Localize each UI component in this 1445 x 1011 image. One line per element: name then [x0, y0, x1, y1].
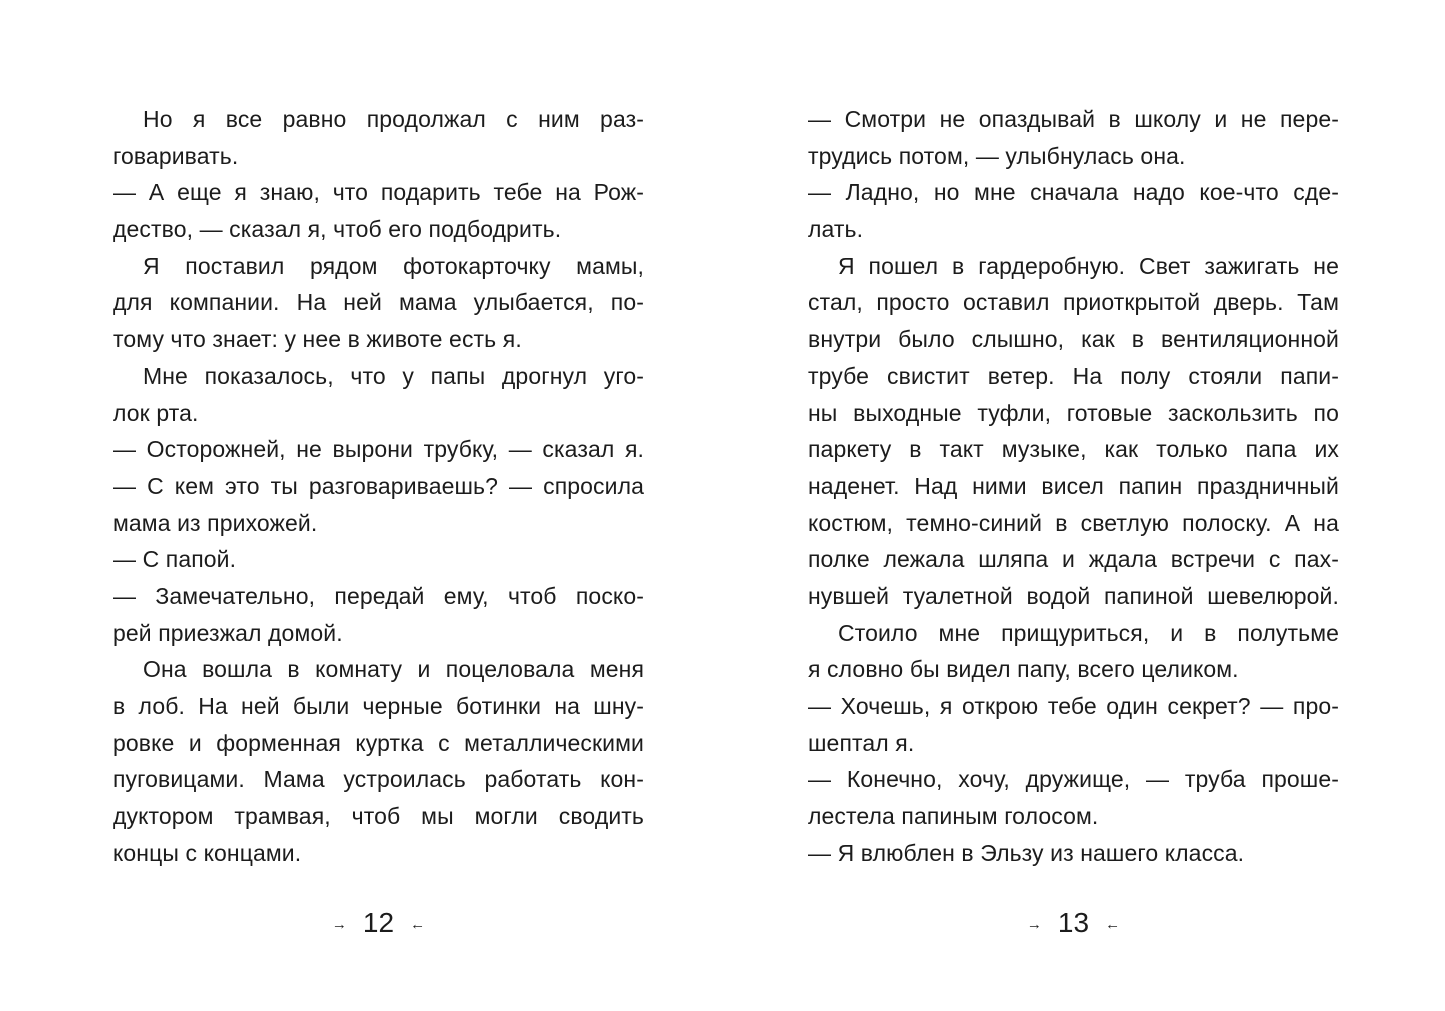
page-number: 12 [362, 907, 395, 938]
page-right-text-column [808, 101, 1339, 871]
text-line: — А еще я знаю, что подарить тебе на Рож- [113, 179, 644, 206]
text-line: рей приезжал домой. [113, 619, 343, 646]
text-line: в лоб. На ней были черные ботинки на шну- [113, 693, 644, 719]
text-line: Она вошла в комнату и поцеловала меня [143, 656, 644, 683]
text-line: — Замечательно, передай ему, чтоб поско- [113, 582, 644, 609]
text-line: — Ладно, но мне сначала надо кое-что сде- [808, 179, 1339, 206]
text-line: лестела папиным голосом. [808, 803, 1099, 830]
text-line: — Осторожней, не вырони трубку, — сказал я. [113, 436, 644, 463]
text-line: для компании. На ней мама улыбается, по- [113, 289, 644, 316]
page-number: 13 [1057, 907, 1090, 938]
page-left-footer [113, 903, 644, 943]
text-line: лать. [808, 216, 864, 243]
text-line: — Смотри не опаздывай в школу и не пере- [808, 106, 1339, 132]
text-line: ны выходные туфли, готовые заскользить по [808, 399, 1339, 426]
text-line: лок рта. [113, 399, 199, 426]
text-line: паркету в такт музыке, как только папа их [808, 436, 1339, 463]
text-line: нувшей туалетной водой папиной шевелюрой. [808, 582, 1339, 609]
text-line: — Хочешь, я открою тебе один секрет? — про- [808, 693, 1339, 719]
text-line: наденет. Над ними висел папин праздничный [808, 472, 1339, 499]
text-line: Я поставил рядом фотокарточку мамы, [143, 252, 644, 279]
footer-left-arrow-icon: ← [1105, 915, 1121, 933]
text-line: Мне показалось, что у папы дрогнул уго- [143, 362, 644, 389]
page-left-text-column [113, 101, 644, 871]
text-line: тому что знает: у нее в животе есть я. [113, 326, 522, 353]
text-line: шептал я. [808, 729, 915, 756]
text-line: полке лежала шляпа и ждала встречи с пах- [808, 546, 1339, 573]
text-line: Но я все равно продолжал с ним раз- [143, 106, 644, 132]
text-line: дество, — сказал я, чтоб его подбодрить. [113, 216, 562, 243]
page-right-footer [808, 903, 1339, 943]
text-line: внутри было слышно, как в вентиляционной [808, 326, 1339, 353]
text-line: пуговицами. Мама устроилась работать кон- [113, 766, 644, 793]
text-line: ровке и форменная куртка с металлическими [113, 729, 644, 756]
text-line: Стоило мне прищуриться, и в полутьме [838, 619, 1339, 646]
text-line: мама из прихожей. [113, 509, 318, 536]
text-line: костюм, темно-синий в светлую полоску. А на [808, 509, 1339, 536]
footer-right-arrow-icon: → [1026, 915, 1042, 933]
text-line: Я пошел в гардеробную. Свет зажигать не [838, 252, 1339, 279]
text-line: — С папой. [113, 546, 237, 573]
text-line: дуктором трамвая, чтоб мы могли сводить [113, 803, 644, 830]
text-line: концы с концами. [113, 839, 302, 866]
footer-right-arrow-icon: → [331, 915, 347, 933]
text-line: я словно бы видел папу, всего целиком. [808, 656, 1239, 683]
text-line: — Конечно, хочу, дружище, — труба проше- [808, 766, 1339, 793]
text-line: — С кем это ты разговариваешь? — спросила [113, 472, 644, 499]
text-line: трубе свистит ветер. На полу стояли папи- [808, 362, 1339, 389]
text-line: стал, просто оставил приоткрытой дверь. Там [808, 289, 1339, 316]
text-line: говаривать. [113, 142, 239, 169]
footer-left-arrow-icon: ← [410, 915, 426, 933]
text-line: — Я влюблен в Эльзу из нашего класса. [808, 839, 1245, 866]
text-line: трудись потом, — улыбнулась она. [808, 142, 1186, 169]
